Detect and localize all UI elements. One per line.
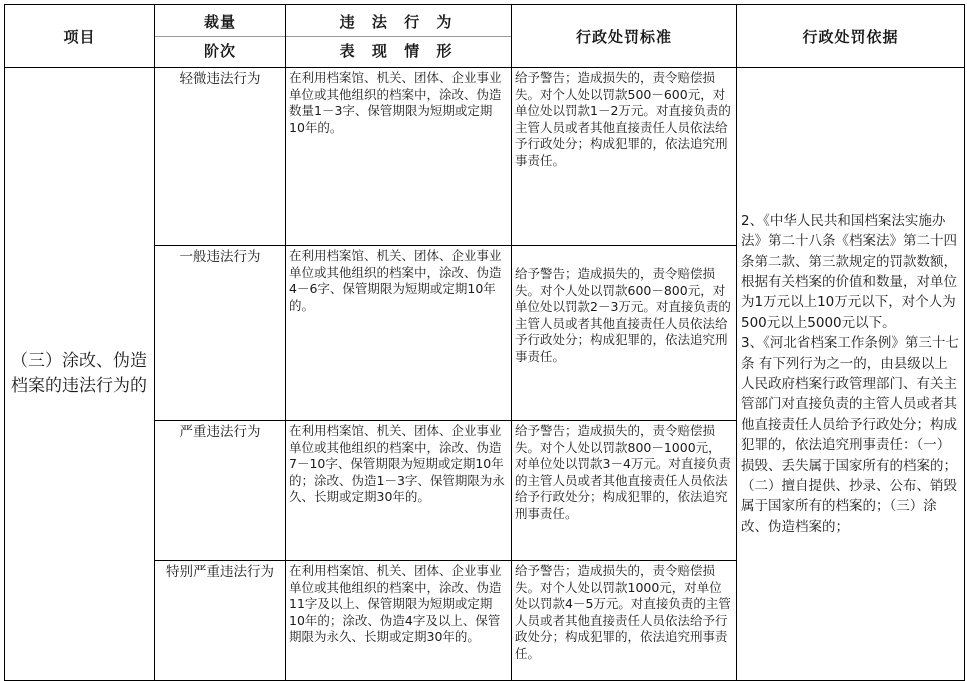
- header-behavior: [286, 5, 512, 68]
- header-behavior-line2: 表 现 情 形: [286, 36, 511, 65]
- standard-cell: 给予警告；造成损失的，责令赔偿损失。对个人处以罚款500－600元，对单位处以罚款1－2万元。对直接负责的主管人员或者其他直接责任人员依法给予行政处分；构成犯罪的，依法追究刑事责任。: [512, 68, 737, 246]
- standard-cell: 给予警告；造成损失的，责令赔偿损失。对个人处以罚款600－800元，对单位处以罚款2－3万元。对直接负责的主管人员或者其他直接责任人员依法给予行政处分；构成犯罪的，依法追究刑事责任。: [512, 246, 737, 421]
- penalty-table: [4, 4, 965, 681]
- basis-text: 2、《中华人民共和国档案法实施办法》第二十八条《档案法》第二十四条第二款、第三款规定的罚款数额，根据有关档案的价值和数量，对单位为1万元以上10万元以下，对个人为500元以上5000元以下。 3、《河北省档案工作条例》第三十七条 有下列行为之一的，由县级以上人民政府档案行政管理部门、有关主管部门对直接负责的主管人员或者其他直接责任人员给予行政处分；构成犯罪的，依法追究刑事责任：（一）损毁、丢失属于国家所有的档案的；（二）擅自提供、抄录、公布、销毁属于国家所有的档案的；（三）涂改、伪造档案的；: [741, 212, 959, 535]
- condition-cell: 在利用档案馆、机关、团体、企业事业单位或其他组织的档案中，涂改、伪造数量1－3字、保管期限为短期或定期10年的。: [286, 68, 512, 246]
- header-level-line2: 阶次: [155, 36, 285, 65]
- header-project: 项目: [5, 5, 155, 68]
- project-cell: （三）涂改、伪造档案的违法行为的: [5, 68, 155, 681]
- condition-cell: 在利用档案馆、机关、团体、企业事业单位或其他组织的档案中，涂改、伪造4－6字、保管期限为短期或定期10年的。: [286, 246, 512, 421]
- table-row: [5, 68, 965, 246]
- level-cell: 特别严重违法行为: [155, 561, 286, 681]
- header-level-line1: 裁量: [203, 12, 236, 31]
- condition-cell: 在利用档案馆、机关、团体、企业事业单位或其他组织的档案中，涂改、伪造7－10字、保管期限为短期或定期10年的；涂改、伪造1－3字、保管期限为永久、长期或定期30年的。: [286, 421, 512, 561]
- standard-cell: 给予警告；造成损失的，责令赔偿损失。对个人处以罚款1000元，对单位处以罚款4－5万元。对直接负责的主管人员或者其他直接责任人员依法给予行政处分；构成犯罪的，依法追究刑事责任。: [512, 561, 737, 681]
- level-cell: 严重违法行为: [155, 421, 286, 561]
- condition-cell: 在利用档案馆、机关、团体、企业事业单位或其他组织的档案中，涂改、伪造11字及以上、保管期限为短期或定期10年的；涂改、伪造4字及以上、保管期限为永久、长期或定期30年的。: [286, 561, 512, 681]
- level-cell: 一般违法行为: [155, 246, 286, 421]
- standard-cell: 给予警告；造成损失的，责令赔偿损失。对个人处以罚款800－1000元，对单位处以罚款3－4万元。对直接负责的主管人员或者其他直接责任人员依法给予行政处分；构成犯罪的，依法追究刑事责任。: [512, 421, 737, 561]
- header-basis: 行政处罚依据: [737, 5, 965, 68]
- header-behavior-line1: 违 法 行 为: [339, 12, 458, 31]
- header-row: [5, 5, 965, 68]
- header-level: [155, 5, 286, 68]
- level-cell: 轻微违法行为: [155, 68, 286, 246]
- basis-cell: [737, 68, 965, 681]
- header-standard: 行政处罚标准: [512, 5, 737, 68]
